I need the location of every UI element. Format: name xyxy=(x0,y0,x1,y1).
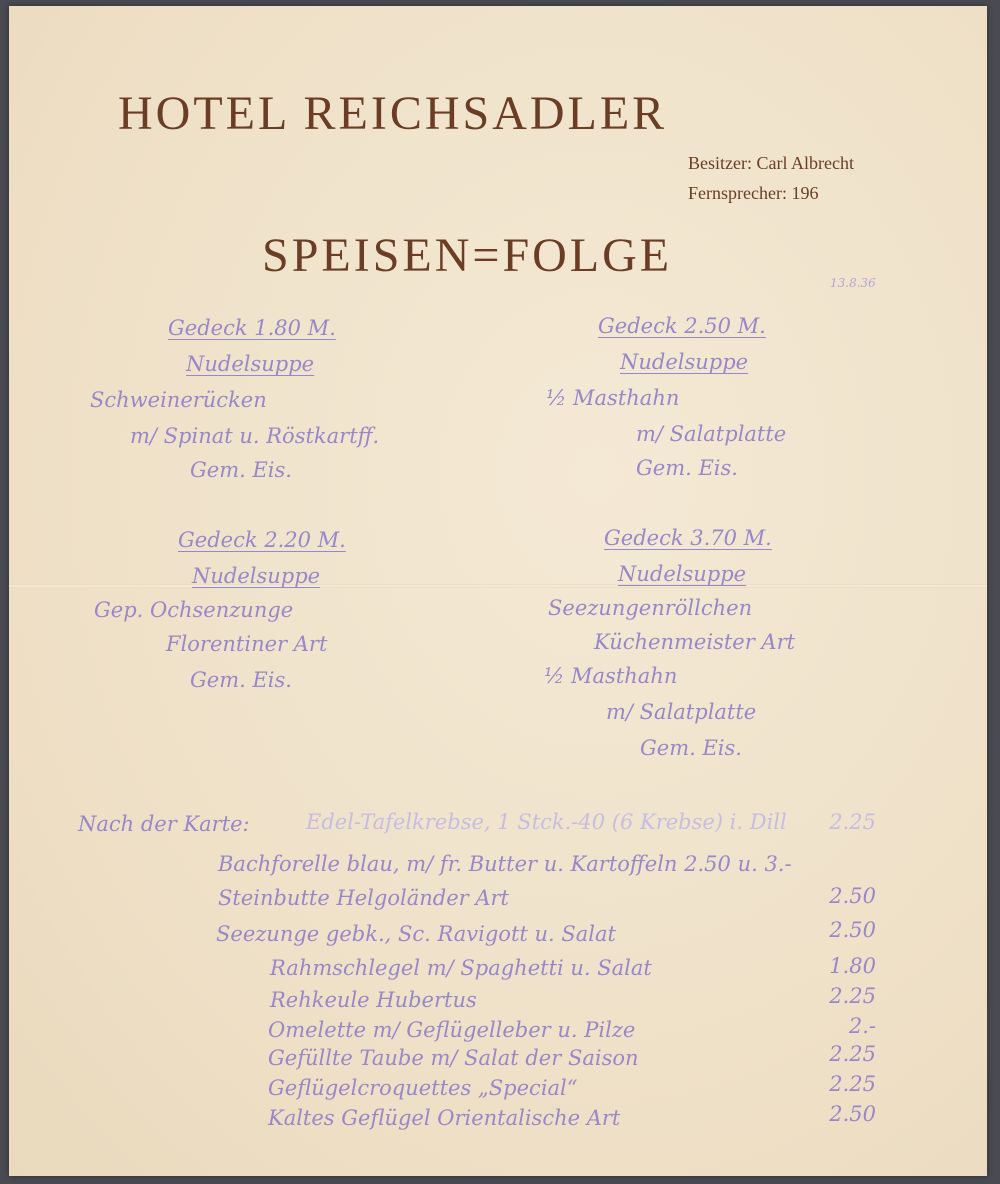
menu-4-line-1: Nudelsuppe xyxy=(618,562,747,586)
menu-2-line-4: Gem. Eis. xyxy=(636,456,738,480)
carte-item-1: Edel-Tafelkrebse, 1 Stck.-40 (6 Krebse) i. Dill xyxy=(306,810,787,834)
menu-1-line-4: Gem. Eis. xyxy=(190,458,292,482)
menu-3-title: Gedeck 2.20 M. xyxy=(178,528,346,552)
carte-item-8: Gefüllte Taube m/ Salat der Saison xyxy=(268,1046,639,1070)
carte-item-7: Omelette m/ Geflügelleber u. Pilze xyxy=(268,1018,636,1042)
paper-fold-line xyxy=(9,584,987,588)
carte-price-1: 2.25 xyxy=(829,810,876,834)
carte-price-4: 2.50 xyxy=(829,918,876,942)
carte-item-6: Rehkeule Hubertus xyxy=(270,988,477,1012)
menu-3-line-1: Nudelsuppe xyxy=(192,564,321,588)
carte-item-2: Bachforelle blau, m/ fr. Butter u. Kartoffeln 2.50 u. 3.- xyxy=(218,852,792,876)
menu-title: SPEISEN=FOLGE xyxy=(262,229,673,282)
carte-price-10: 2.50 xyxy=(829,1102,876,1126)
menu-1-title: Gedeck 1.80 M. xyxy=(168,316,336,340)
menu-3-line-3: Florentiner Art xyxy=(166,632,328,656)
menu-4-line-4: ½ Masthahn xyxy=(544,664,678,688)
menu-2-line-2: ½ Masthahn xyxy=(546,386,680,410)
menu-4-line-6: Gem. Eis. xyxy=(640,736,742,760)
carte-price-9: 2.25 xyxy=(829,1072,876,1096)
a-la-carte-intro: Nach der Karte: xyxy=(78,812,250,836)
menu-3-line-2: Gep. Ochsenzunge xyxy=(94,598,294,622)
menu-1-line-2: Schweinerücken xyxy=(90,388,267,412)
menu-4-line-2: Seezungenröllchen xyxy=(548,596,753,620)
carte-price-3: 2.50 xyxy=(829,884,876,908)
owner-line: Besitzer: Carl Albrecht xyxy=(688,153,854,173)
carte-item-10: Kaltes Geflügel Orientalische Art xyxy=(268,1106,621,1130)
carte-item-9: Geflügelcroquettes „Special“ xyxy=(268,1076,578,1100)
menu-1-line-3: m/ Spinat u. Röstkartff. xyxy=(130,424,380,448)
menu-2-title: Gedeck 2.50 M. xyxy=(598,314,766,338)
owner-info xyxy=(688,148,854,208)
menu-4-title: Gedeck 3.70 M. xyxy=(604,526,772,550)
phone-line: Fernsprecher: 196 xyxy=(688,183,819,203)
carte-price-7: 2.- xyxy=(848,1014,876,1038)
carte-item-5: Rahmschlegel m/ Spaghetti u. Salat xyxy=(270,956,652,980)
menu-4-line-3: Küchenmeister Art xyxy=(594,630,796,654)
carte-price-5: 1.80 xyxy=(829,954,876,978)
carte-item-3: Steinbutte Helgoländer Art xyxy=(218,886,509,910)
hotel-name: HOTEL REICHSADLER xyxy=(118,87,668,140)
menu-1-line-1: Nudelsuppe xyxy=(186,352,315,376)
menu-2-line-1: Nudelsuppe xyxy=(620,350,749,374)
carte-price-8: 2.25 xyxy=(829,1042,876,1066)
carte-price-6: 2.25 xyxy=(829,984,876,1008)
date-note: 13.8.36 xyxy=(830,276,876,290)
carte-item-4: Seezunge gebk., Sc. Ravigott u. Salat xyxy=(216,922,616,946)
menu-2-line-3: m/ Salatplatte xyxy=(636,422,787,446)
menu-3-line-4: Gem. Eis. xyxy=(190,668,292,692)
menu-4-line-5: m/ Salatplatte xyxy=(606,700,757,724)
